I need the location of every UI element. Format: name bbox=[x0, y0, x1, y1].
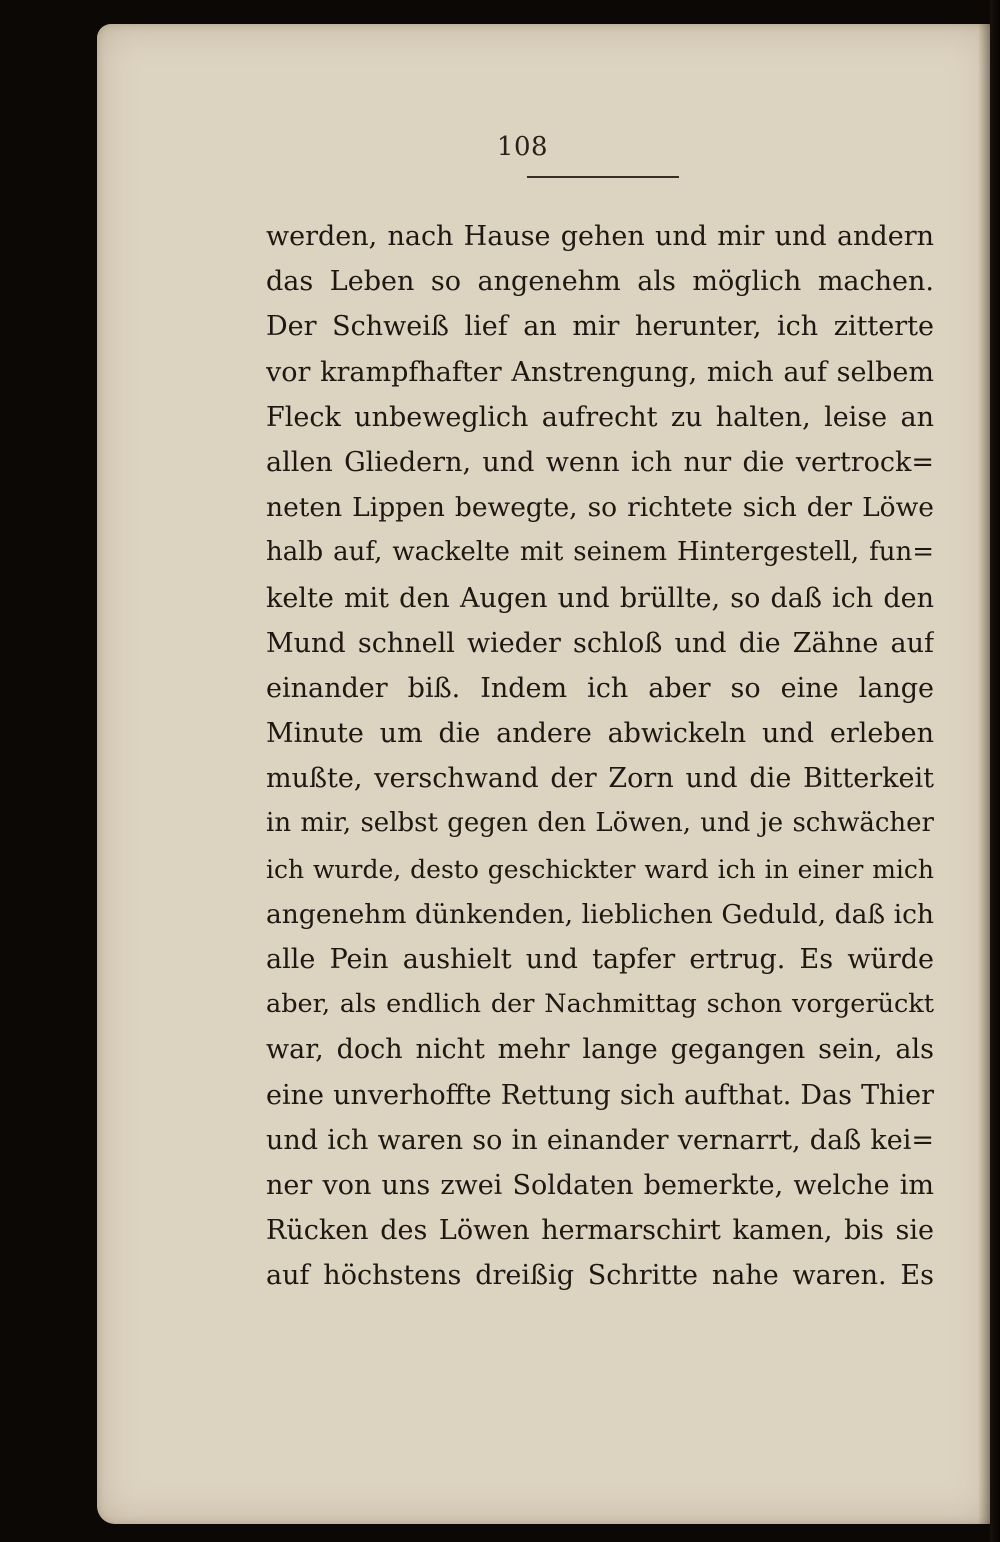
text-line-13: mußte, verschwand der Zorn und die Bitterkeit bbox=[266, 763, 934, 795]
text-line-11: einander biß. Indem ich aber so eine lange bbox=[266, 672, 934, 704]
text-line-20: eine unverhoffte Rettung sich aufthat. Das Thier bbox=[266, 1079, 934, 1111]
text-line-24: auf höchstens dreißig Schritte nahe waren. Es bbox=[266, 1260, 934, 1292]
page-number: 108 bbox=[496, 132, 549, 162]
text-line-8: halb auf, wackelte mit seinem Hintergestell, fun= bbox=[266, 537, 934, 568]
text-line-19: war, doch nicht mehr lange gegangen sein, als bbox=[266, 1034, 934, 1066]
text-line-14: in mir, selbst gegen den Löwen, und je schwächer bbox=[266, 808, 934, 839]
body-text bbox=[266, 214, 934, 1299]
header-rule bbox=[527, 176, 679, 178]
text-line-21: und ich waren so in einander vernarrt, daß kei= bbox=[266, 1124, 934, 1156]
text-line-5: Fleck unbeweglich aufrecht zu halten, leise an bbox=[266, 401, 934, 433]
book-binding bbox=[990, 0, 1000, 1542]
text-line-10: Mund schnell wieder schloß und die Zähne auf bbox=[266, 627, 934, 659]
text-line-7: neten Lippen bewegte, so richtete sich der Löwe bbox=[266, 492, 934, 524]
text-line-9: kelte mit den Augen und brüllte, so daß ich den bbox=[266, 582, 934, 614]
text-line-6: allen Gliedern, und wenn ich nur die vertrock= bbox=[266, 446, 934, 478]
text-line-12: Minute um die andere abwickeln und erleben bbox=[266, 718, 934, 750]
text-line-3: Der Schweiß lief an mir herunter, ich zitterte bbox=[266, 311, 934, 343]
text-line-18: aber, als endlich der Nachmittag schon vorgerückt bbox=[266, 989, 934, 1020]
text-line-16: angenehm dünkenden, lieblichen Geduld, daß ich bbox=[266, 898, 934, 930]
text-line-22: ner von uns zwei Soldaten bemerkte, welche im bbox=[266, 1169, 934, 1201]
text-line-1: werden, nach Hause gehen und mir und andern bbox=[266, 221, 934, 252]
text-line-15: ich wurde, desto geschickter ward ich in einer mich bbox=[266, 854, 934, 884]
text-line-2: das Leben so angenehm als möglich machen. bbox=[266, 266, 934, 298]
text-line-17: alle Pein aushielt und tapfer ertrug. Es würde bbox=[266, 944, 934, 975]
text-line-23: Rücken des Löwen hermarschirt kamen, bis sie bbox=[266, 1215, 934, 1247]
text-line-4: vor krampfhafter Anstrengung, mich auf selbem bbox=[266, 356, 934, 388]
